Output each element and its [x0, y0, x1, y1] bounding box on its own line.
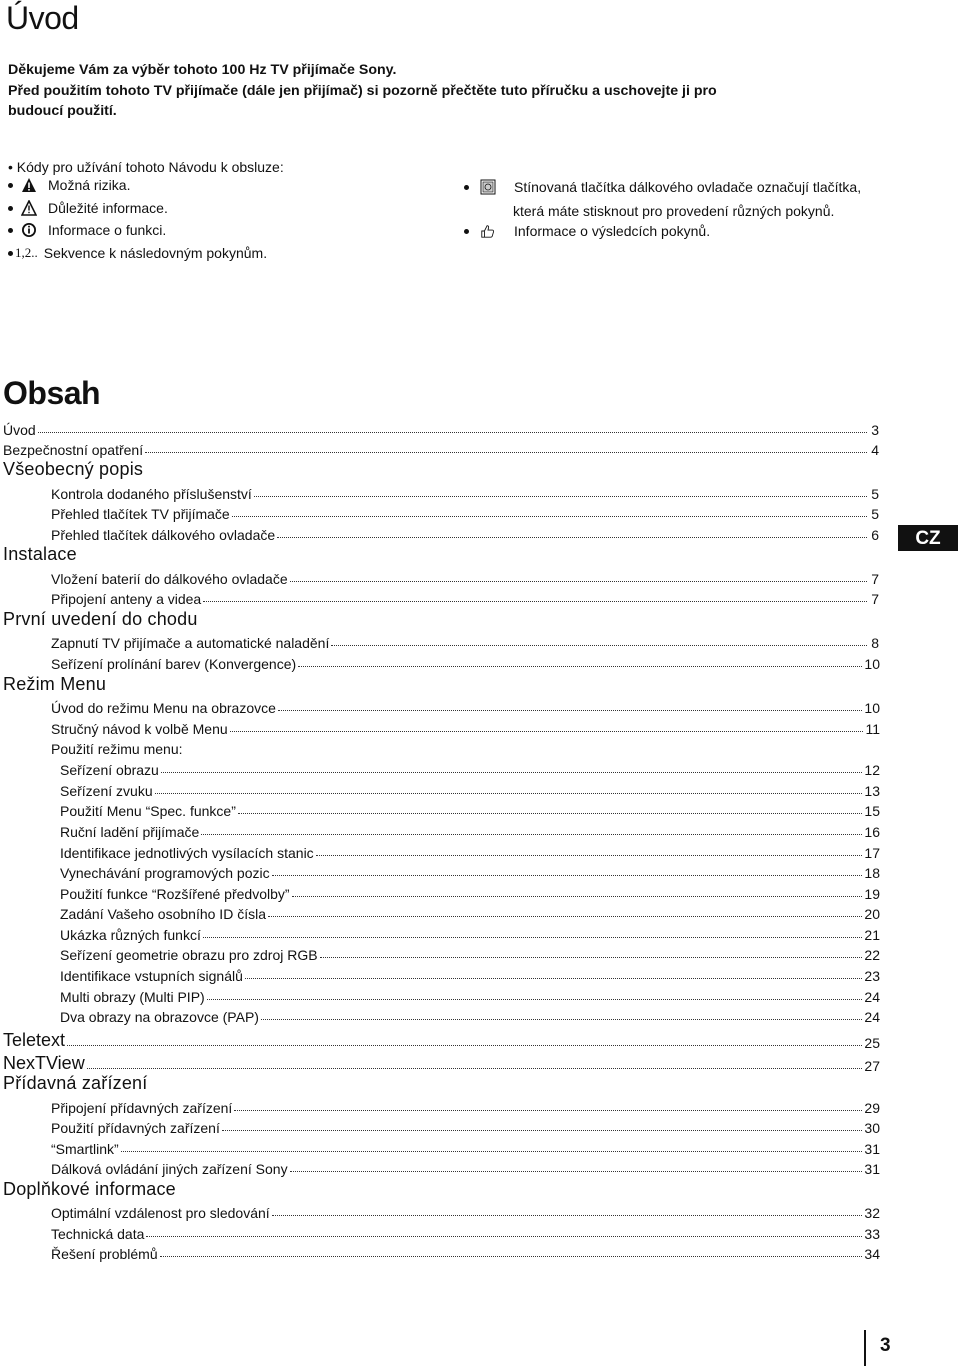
toc-entry-page: 18	[864, 865, 880, 881]
toc-entry-label: Přehled tlačítek TV přijímače	[51, 506, 230, 522]
toc-entry[interactable]	[60, 799, 880, 819]
toc-entry-label: Dálková ovládání jiných zařízení Sony	[51, 1161, 288, 1177]
code-item-risk	[8, 177, 130, 193]
code-item-sequence	[8, 245, 267, 261]
intro-line-3: budoucí použití.	[8, 103, 117, 119]
sequence-numbers: 1,2..	[15, 245, 38, 260]
toc-section-rezim: Režim Menu	[3, 674, 107, 694]
toc-entry-label: Technická data	[51, 1226, 145, 1242]
dot-leader	[201, 834, 862, 835]
toc-entry[interactable]	[51, 502, 879, 522]
toc-entry-page: 33	[864, 1226, 880, 1242]
dot-leader	[38, 432, 867, 433]
dot-leader	[261, 1019, 862, 1020]
page-number: 3	[880, 1335, 891, 1356]
toc-entry-label: Seřízení obrazu	[60, 762, 159, 778]
toc-heading: Obsah	[3, 375, 101, 411]
toc-entry-page: 21	[864, 927, 880, 943]
toc-entry-page: 7	[871, 571, 879, 587]
toc-section-pridavna: Přídavná zařízení	[3, 1073, 148, 1093]
toc-section-prvni: První uvedení do chodu	[3, 609, 198, 629]
page-title: Úvod	[6, 0, 79, 36]
code-item-shaded	[464, 179, 861, 195]
toc-entry-page: 4	[871, 442, 879, 458]
toc-entry-page: 20	[864, 906, 880, 922]
toc-entry-label: Seřízení zvuku	[60, 783, 153, 799]
toc-section-vseobecny: Všeobecný popis	[3, 459, 144, 479]
toc-entry-label: Bezpečnostní opatření	[3, 442, 144, 458]
toc-entry-page: 32	[864, 1205, 880, 1221]
toc-entry-label: Dva obrazy na obrazovce (PAP)	[60, 1009, 259, 1025]
toc-entry[interactable]	[51, 1116, 880, 1136]
toc-entry[interactable]	[60, 820, 880, 840]
code-item-important	[8, 200, 168, 216]
code-label-risk: Možná rizika.	[48, 177, 131, 193]
toc-entry[interactable]	[51, 717, 880, 737]
toc-entry-page: 8	[871, 635, 879, 651]
thumbs-up-icon	[480, 223, 496, 239]
bullet-icon	[8, 228, 13, 233]
toc-entry[interactable]	[60, 943, 880, 963]
bullet-icon	[464, 229, 469, 234]
toc-entry[interactable]	[51, 1222, 880, 1242]
toc-entry-label: Ruční ladění přijímače	[60, 824, 200, 840]
toc-entry[interactable]	[51, 696, 880, 716]
toc-entry-label: NexTView	[3, 1053, 85, 1073]
page-number-divider	[864, 1330, 866, 1366]
toc-entry[interactable]	[60, 882, 880, 902]
bullet-icon	[8, 206, 13, 211]
toc-entry[interactable]	[60, 1005, 880, 1025]
toc-entry[interactable]	[51, 1096, 880, 1116]
bullet-icon	[464, 185, 469, 190]
toc-entry-page: 19	[864, 886, 880, 902]
toc-entry[interactable]	[51, 1157, 880, 1177]
toc-entry-page: 5	[871, 506, 879, 522]
code-label-shaded-1: Stínovaná tlačítka dálkového ovladače označují tlačítka,	[514, 179, 862, 195]
toc-subheading	[51, 737, 880, 757]
toc-entry-page: 25	[864, 1035, 880, 1051]
dot-leader	[207, 999, 863, 1000]
toc-entry-label: Použití funkce “Rozšířené předvolby”	[60, 886, 290, 902]
toc-entry[interactable]	[60, 779, 880, 799]
toc-entry[interactable]	[51, 1242, 880, 1262]
toc-entry-label: Řešení problémů	[51, 1246, 158, 1262]
toc-entry-page: 6	[871, 527, 879, 543]
dot-leader	[145, 452, 867, 453]
dot-leader	[161, 772, 863, 773]
dot-leader	[254, 496, 867, 497]
toc-entry-label: Multi obrazy (Multi PIP)	[60, 989, 205, 1005]
toc-entry-page: 10	[864, 700, 880, 716]
dot-leader	[292, 896, 863, 897]
warning-triangle-icon	[21, 177, 37, 193]
caution-triangle-icon	[21, 200, 37, 216]
dot-leader	[230, 731, 864, 732]
dot-leader	[290, 1171, 863, 1172]
toc-section-doplnkove: Doplňkové informace	[3, 1179, 176, 1199]
dot-leader	[316, 855, 863, 856]
toc-entry-page: 27	[864, 1058, 880, 1074]
dot-leader	[87, 1068, 863, 1069]
bullet-icon	[8, 183, 13, 188]
toc-entry[interactable]	[51, 1201, 880, 1221]
toc-entry-page: 24	[864, 1009, 880, 1025]
code-label-result: Informace o výsledcích pokynů.	[514, 223, 711, 239]
language-tab: CZ	[898, 525, 958, 551]
toc-entry-label: Připojení anteny a videa	[51, 591, 202, 607]
toc-entry-page: 11	[865, 721, 880, 737]
dot-leader	[234, 1110, 862, 1111]
toc-entry-label: Použití přídavných zařízení	[51, 1120, 220, 1136]
toc-entry-page: 31	[864, 1161, 880, 1177]
toc-entry-page: 13	[864, 783, 880, 799]
toc-entry-label: Použití Menu “Spec. funkce”	[60, 803, 236, 819]
dot-leader	[67, 1045, 862, 1046]
toc-entry[interactable]	[60, 902, 880, 922]
toc-entry-page: 16	[864, 824, 880, 840]
toc-entry-label: Identifikace jednotlivých vysílacích stanic	[60, 845, 314, 861]
code-item-result	[464, 223, 710, 239]
toc-entry[interactable]	[51, 482, 879, 502]
toc-entry-label: Zapnutí TV přijímače a automatické naladění	[51, 635, 330, 651]
dot-leader	[155, 793, 863, 794]
toc-entry-page: 12	[864, 762, 880, 778]
bullet-icon	[8, 251, 13, 256]
toc-section-teletext[interactable]	[3, 1027, 880, 1051]
dot-leader	[268, 916, 862, 917]
toc-entry-page: 10	[864, 656, 880, 672]
toc-entry-page: 3	[871, 422, 879, 438]
toc-entry-page: 30	[864, 1120, 880, 1136]
toc-entry-label: Optimální vzdálenost pro sledování	[51, 1205, 270, 1221]
code-label-info: Informace o funkci.	[48, 222, 167, 238]
toc-entry-page: 29	[864, 1100, 880, 1116]
dot-leader	[278, 710, 863, 711]
toc-entry-label: Kontrola dodaného příslušenství	[51, 486, 252, 502]
toc-entry-page: 34	[864, 1246, 880, 1262]
toc-entry-label: Přehled tlačítek dálkového ovladače	[51, 527, 276, 543]
toc-entry-label: Seřízení geometrie obrazu pro zdroj RGB	[60, 947, 318, 963]
toc-entry-label: Identifikace vstupních signálů	[60, 968, 243, 984]
toc-entry-label: Ukázka různých funkcí	[60, 927, 201, 943]
toc-entry[interactable]	[60, 923, 880, 943]
toc-entry-page: 31	[864, 1141, 880, 1157]
dot-leader	[121, 1151, 863, 1152]
toc-entry[interactable]	[51, 587, 879, 607]
toc-entry-page: 7	[871, 591, 879, 607]
toc-entry[interactable]	[51, 1137, 880, 1157]
toc-entry[interactable]	[60, 841, 880, 861]
dot-leader	[146, 1236, 862, 1237]
toc-entry-label: “Smartlink”	[51, 1141, 119, 1157]
toc-entry-page: 5	[871, 486, 879, 502]
dot-leader	[203, 937, 863, 938]
toc-entry[interactable]	[60, 964, 880, 984]
code-label-shaded-2: která máte stisknout pro provedení různých pokynů.	[513, 203, 835, 219]
toc-entry-label: Stručný návod k volbě Menu	[51, 721, 228, 737]
dot-leader	[232, 516, 867, 517]
toc-entry[interactable]	[51, 567, 879, 587]
dot-leader	[238, 813, 863, 814]
toc-entry[interactable]	[60, 758, 880, 778]
toc-entry[interactable]	[51, 652, 880, 672]
dot-leader	[222, 1130, 863, 1131]
toc-entry-label: Teletext	[3, 1030, 66, 1050]
toc-subheading-label: Použití režimu menu:	[51, 741, 183, 757]
intro-line-2: Před použitím tohoto TV přijímače (dále jen přijímač) si pozorně přečtěte tuto příručku a uschovejte ji pro	[8, 83, 717, 99]
dot-leader	[203, 601, 867, 602]
toc-entry-page: 17	[864, 845, 880, 861]
dot-leader	[160, 1256, 863, 1257]
dot-leader	[320, 957, 863, 958]
toc-entry-page: 23	[864, 968, 880, 984]
toc-entry[interactable]	[51, 523, 879, 543]
intro-line-1: Děkujeme Vám za výběr tohoto 100 Hz TV přijímače Sony.	[8, 62, 397, 78]
dot-leader	[290, 581, 867, 582]
toc-entry-label: Úvod	[3, 422, 36, 438]
toc-entry-label: Úvod do režimu Menu na obrazovce	[51, 700, 276, 716]
code-label-important: Důležité informace.	[48, 200, 168, 216]
toc-section-instalace: Instalace	[3, 544, 77, 564]
toc-entry[interactable]	[60, 861, 880, 881]
codes-intro: • Kódy pro užívání tohoto Návodu k obsluze:	[8, 159, 284, 175]
dot-leader	[298, 666, 862, 667]
toc-entry[interactable]	[60, 985, 880, 1005]
toc-entry-page: 15	[864, 803, 880, 819]
toc-entry-label: Seřízení prolínání barev (Konvergence)	[51, 656, 297, 672]
toc-section-nextview[interactable]	[3, 1050, 880, 1074]
dot-leader	[331, 645, 867, 646]
shaded-button-icon	[480, 179, 496, 195]
toc-entry-label: Vložení baterií do dálkového ovladače	[51, 571, 288, 587]
toc-entry-page: 24	[864, 989, 880, 1005]
dot-leader	[277, 537, 867, 538]
toc-entry-page: 22	[864, 947, 880, 963]
toc-entry-label: Vynechávání programových pozic	[60, 865, 270, 881]
code-item-info	[8, 222, 166, 238]
dot-leader	[272, 1215, 863, 1216]
dot-leader	[272, 875, 863, 876]
toc-entry[interactable]	[51, 631, 879, 651]
info-circle-icon	[21, 222, 37, 238]
toc-entry-bezpecnost[interactable]	[3, 438, 879, 458]
toc-entry-label: Připojení přídavných zařízení	[51, 1100, 233, 1116]
dot-leader	[245, 978, 863, 979]
code-label-sequence: Sekvence k následovným pokynům.	[43, 245, 268, 261]
toc-entry-label: Zadání Vašeho osobního ID čísla	[60, 906, 266, 922]
toc-entry-uvod[interactable]	[3, 418, 879, 438]
